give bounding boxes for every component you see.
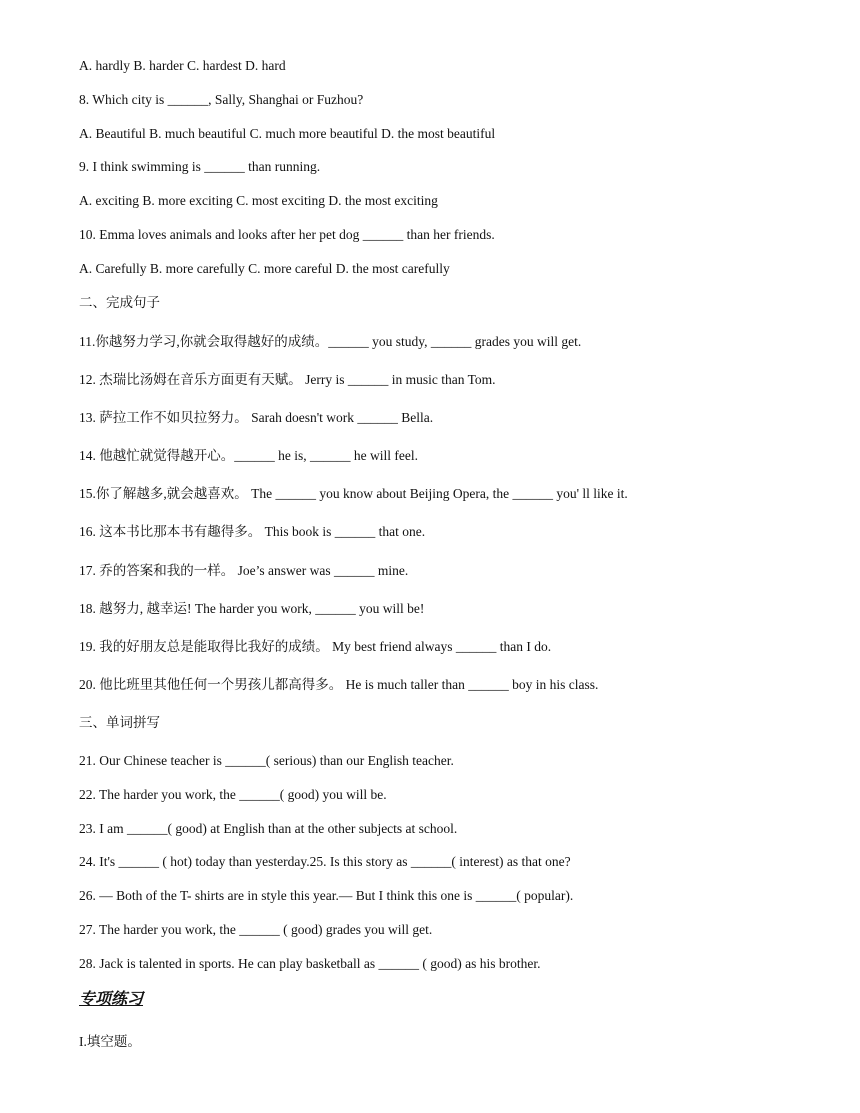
q15: 15.你了解越多,就会越喜欢。 The ______ you know about Beijing Opera, the ______ you' ll like it.	[79, 486, 628, 501]
q7-options: A. hardly B. harder C. hardest D. hard	[79, 58, 286, 73]
q26: 26. — Both of the T- shirts are in style this year.— But I think this one is ______( popular).	[79, 888, 574, 903]
q9-question: 9. I think swimming is ______ than running.	[79, 159, 321, 174]
q11: 11.你越努力学习,你就会取得越好的成绩。______ you study, ______ grades you will get.	[79, 334, 582, 349]
section-heading: 专项练习	[79, 989, 144, 1008]
q9-options: A. exciting B. more exciting C. most exciting D. the most exciting	[79, 193, 438, 208]
q8-options: A. Beautiful B. much beautiful C. much more beautiful D. the most beautiful	[79, 126, 496, 141]
q22: 22. The harder you work, the ______( good) you will be.	[79, 787, 387, 802]
q21: 21. Our Chinese teacher is ______( serious) than our English teacher.	[79, 753, 454, 768]
q8-question: 8. Which city is ______, Sally, Shanghai or Fuzhou?	[79, 92, 364, 107]
q12: 12. 杰瑞比汤姆在音乐方面更有天赋。 Jerry is ______ in music than Tom.	[79, 372, 496, 387]
q13: 13. 萨拉工作不如贝拉努力。 Sarah doesn't work ______ Bella.	[79, 410, 434, 425]
q10-options: A. Carefully B. more carefully C. more careful D. the most carefully	[79, 261, 450, 276]
section-3-title: 三、单词拼写	[79, 715, 160, 730]
q24-q25: 24. It's ______ ( hot) today than yesterday.25. Is this story as ______( interest) as that one?	[79, 854, 571, 869]
q18: 18. 越努力, 越幸运! The harder you work, ______ you will be!	[79, 601, 425, 616]
q19: 19. 我的好朋友总是能取得比我好的成绩。 My best friend always ______ than I do.	[79, 639, 552, 654]
q23: 23. I am ______( good) at English than at the other subjects at school.	[79, 821, 458, 836]
q27: 27. The harder you work, the ______ ( good) grades you will get.	[79, 922, 433, 937]
q20: 20. 他比班里其他任何一个男孩儿都高得多。 He is much taller than ______ boy in his class.	[79, 677, 599, 692]
q10-question: 10. Emma loves animals and looks after her pet dog ______ than her friends.	[79, 227, 495, 242]
q28: 28. Jack is talented in sports. He can play basketball as ______ ( good) as his brother.	[79, 956, 541, 971]
q14: 14. 他越忙就觉得越开心。______ he is, ______ he will feel.	[79, 448, 418, 463]
fill-in-title: I.填空题。	[79, 1034, 141, 1049]
q16: 16. 这本书比那本书有趣得多。 This book is ______ that one.	[79, 524, 426, 539]
q17: 17. 乔的答案和我的一样。 Joe’s answer was ______ mine.	[79, 563, 409, 578]
section-2-title: 二、完成句子	[79, 295, 160, 310]
